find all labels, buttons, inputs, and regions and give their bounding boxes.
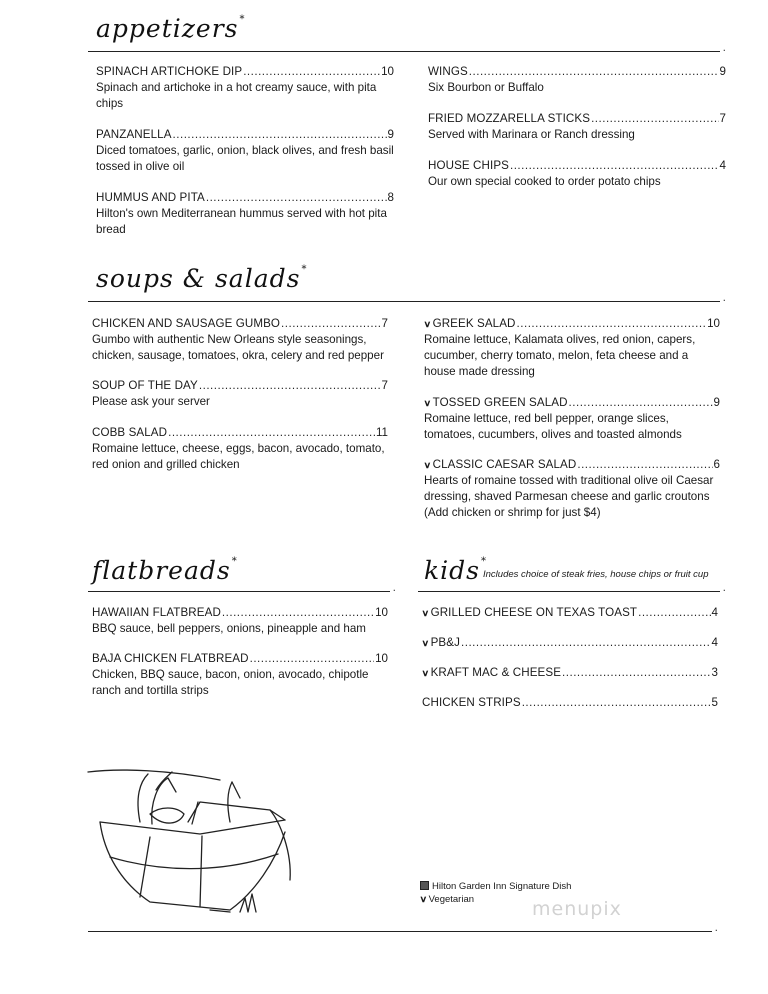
item-name: GREEK SALAD xyxy=(432,317,516,330)
leader-dots xyxy=(591,111,718,127)
soups-salads-rule xyxy=(88,301,720,302)
item-name: GRILLED CHEESE ON TEXAS TOAST xyxy=(430,606,638,619)
item-price: 7 xyxy=(381,379,388,392)
item-price: 6 xyxy=(713,458,720,471)
item-description: Hearts of romaine tossed with traditional olive oil Caesar dressing, shaved Parmesan cheese and garlic croutons (Add chicken or shrimp for just $4) xyxy=(424,474,714,519)
item-description: Spinach and artichoke in a hot creamy sauce, with pita chips xyxy=(96,81,377,110)
item-name: CLASSIC CAESAR SALAD xyxy=(432,458,577,471)
item-name: PB&J xyxy=(430,636,460,649)
vegetarian-icon: ∨ xyxy=(423,319,432,329)
item-price: 7 xyxy=(719,112,726,125)
soups-salads-heading xyxy=(96,264,307,293)
kids-heading xyxy=(424,556,487,585)
item-description: Six Bourbon or Buffalo xyxy=(428,81,544,94)
vegetarian-icon: ∨ xyxy=(421,668,430,678)
appetizers-heading xyxy=(96,14,246,43)
item-price: 10 xyxy=(375,606,388,619)
menu-item-grilled-cheese xyxy=(422,605,718,621)
leader-dots xyxy=(250,651,374,667)
appetizers-rule xyxy=(88,51,720,52)
item-description: Romaine lettuce, red bell pepper, orange slices, tomatoes, cucumbers, olives and toasted almonds xyxy=(424,412,682,441)
picnic-basket-illustration xyxy=(80,762,310,922)
menu-item-tossed-green-salad xyxy=(424,395,720,443)
menu-item-hummus-and-pita xyxy=(96,190,394,238)
menu-item-chicken-sausage-gumbo xyxy=(92,316,388,364)
item-price: 4 xyxy=(719,159,726,172)
item-price: 9 xyxy=(387,128,394,141)
item-price: 10 xyxy=(707,317,720,330)
vegetarian-icon: ∨ xyxy=(419,894,428,904)
menu-item-house-chips xyxy=(428,158,726,190)
item-name: CHICKEN STRIPS xyxy=(422,696,521,709)
item-name: KRAFT MAC & CHEESE xyxy=(430,666,562,679)
item-price: 4 xyxy=(711,636,718,649)
menu-item-kraft-mac-cheese xyxy=(422,665,718,681)
item-description: Romaine lettuce, Kalamata olives, red onion, capers, cucumber, cherry tomato, melon, feta cheese and a house made dressing xyxy=(424,333,696,378)
item-name: TOSSED GREEN SALAD xyxy=(432,396,568,409)
item-description: Gumbo with authentic New Orleans style seasonings, chicken, sausage, tomatoes, okra, celery and red pepper xyxy=(92,333,384,362)
leader-dots xyxy=(168,425,375,441)
item-description: Chicken, BBQ sauce, bacon, onion, avocado, chipotle ranch and tortilla strips xyxy=(92,668,369,697)
leader-dots xyxy=(638,605,710,621)
item-name: PANZANELLA xyxy=(96,128,172,141)
menu-item-cobb-salad xyxy=(92,425,388,473)
item-name: WINGS xyxy=(428,65,468,78)
menu-item-hawaiian-flatbread xyxy=(92,605,388,637)
leader-dots xyxy=(577,457,712,473)
soups-salads-heading-text: soups & salads xyxy=(96,264,301,293)
heading-star: * xyxy=(301,264,308,275)
vegetarian-icon: ∨ xyxy=(423,398,432,408)
item-description: Served with Marinara or Ranch dressing xyxy=(428,128,635,141)
menu-item-spinach-artichoke-dip xyxy=(96,64,394,112)
menu-item-panzanella xyxy=(96,127,394,175)
flatbreads-rule xyxy=(88,591,390,592)
vegetarian-icon: ∨ xyxy=(423,460,432,470)
leader-dots xyxy=(243,64,380,80)
footer-rule xyxy=(88,931,712,932)
item-name: HOUSE CHIPS xyxy=(428,159,509,172)
item-description: Romaine lettuce, cheese, eggs, bacon, avocado, tomato, red onion and grilled chicken xyxy=(92,442,385,471)
item-name: SPINACH ARTICHOKE DIP xyxy=(96,65,243,78)
vegetarian-icon: ∨ xyxy=(421,638,430,648)
item-price: 4 xyxy=(711,606,718,619)
item-price: 11 xyxy=(375,426,388,439)
kids-heading-text: kids xyxy=(424,556,480,585)
item-price: 9 xyxy=(719,65,726,78)
leader-dots xyxy=(517,316,707,332)
menu-item-baja-chicken-flatbread xyxy=(92,651,388,699)
item-price: 10 xyxy=(381,65,394,78)
item-price: 5 xyxy=(711,696,718,709)
heading-star: * xyxy=(480,556,487,567)
item-description: Our own special cooked to order potato chips xyxy=(428,175,661,188)
item-price: 9 xyxy=(713,396,720,409)
menu-item-greek-salad xyxy=(424,316,720,380)
leader-dots xyxy=(281,316,381,332)
signature-dish-icon xyxy=(420,881,429,890)
heading-star: * xyxy=(239,14,246,25)
item-name: SOUP OF THE DAY xyxy=(92,379,198,392)
leader-dots xyxy=(562,665,711,681)
menu-item-chicken-strips xyxy=(422,695,718,711)
leader-dots xyxy=(510,158,719,174)
item-name: CHICKEN AND SAUSAGE GUMBO xyxy=(92,317,281,330)
heading-star: * xyxy=(231,556,238,567)
item-description: Hilton's own Mediterranean hummus served with hot pita bread xyxy=(96,207,387,236)
item-description: BBQ sauce, bell peppers, onions, pineapple and ham xyxy=(92,622,366,635)
leader-dots xyxy=(522,695,711,711)
item-name: HAWAIIAN FLATBREAD xyxy=(92,606,221,619)
item-name: BAJA CHICKEN FLATBREAD xyxy=(92,652,249,665)
menu-item-soup-of-the-day xyxy=(92,378,388,410)
item-price: 10 xyxy=(375,652,388,665)
leader-dots xyxy=(569,395,713,411)
flatbreads-heading-text: flatbreads xyxy=(92,556,231,585)
leader-dots xyxy=(469,64,719,80)
leader-dots xyxy=(173,127,387,143)
item-price: 7 xyxy=(381,317,388,330)
legend-signature xyxy=(420,880,571,893)
menu-item-fried-mozzarella-sticks xyxy=(428,111,726,143)
legend-vegetarian-label: Vegetarian xyxy=(428,894,475,905)
watermark: menupix xyxy=(532,898,622,920)
legend-signature-label: Hilton Garden Inn Signature Dish xyxy=(432,881,572,892)
appetizers-heading-text: appetizers xyxy=(96,14,239,43)
item-name: HUMMUS AND PITA xyxy=(96,191,205,204)
item-description: Please ask your server xyxy=(92,395,210,408)
leader-dots xyxy=(206,190,387,206)
leader-dots xyxy=(222,605,374,621)
kids-note: Includes choice of steak fries, house chips or fruit cup xyxy=(483,569,709,580)
kids-rule xyxy=(418,591,720,592)
menu-item-pbj xyxy=(422,635,718,651)
item-name: COBB SALAD xyxy=(92,426,168,439)
menu-item-classic-caesar-salad xyxy=(424,457,720,521)
item-price: 8 xyxy=(387,191,394,204)
leader-dots xyxy=(199,378,381,394)
flatbreads-heading xyxy=(92,556,238,585)
vegetarian-icon: ∨ xyxy=(421,608,430,618)
item-name: FRIED MOZZARELLA STICKS xyxy=(428,112,591,125)
item-price: 3 xyxy=(711,666,718,679)
item-description: Diced tomatoes, garlic, onion, black olives, and fresh basil tossed in olive oil xyxy=(96,144,394,173)
menu-item-wings xyxy=(428,64,726,96)
leader-dots xyxy=(461,635,711,651)
